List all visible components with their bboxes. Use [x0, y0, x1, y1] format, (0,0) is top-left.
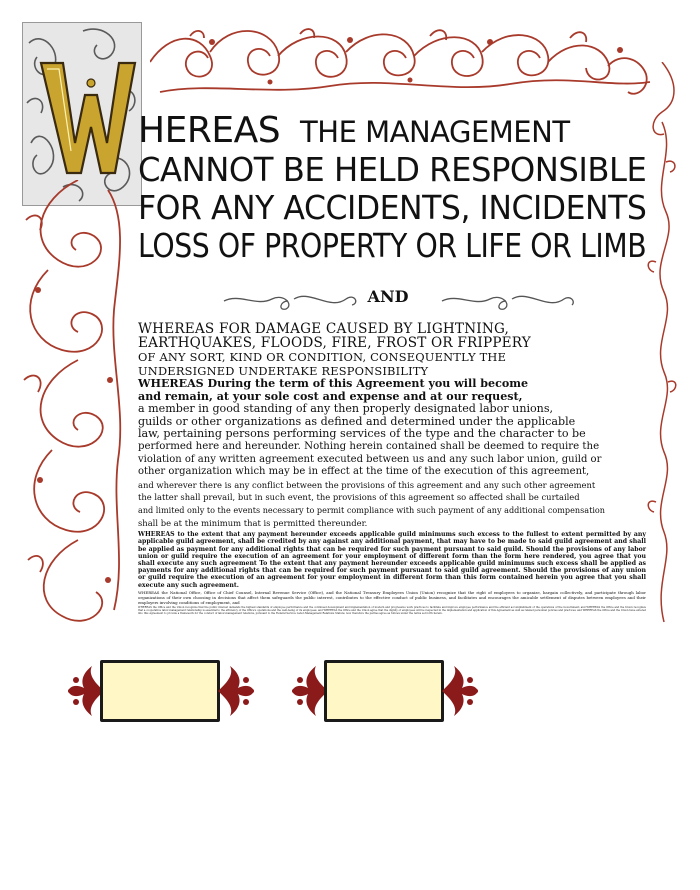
clause-labor-line: WHEREAS During the term of this Agreement you will become [138, 377, 529, 390]
and-label: AND [367, 287, 409, 306]
clause-damage-line: OF ANY SORT, KIND OR CONDITION, CONSEQUENTLY THE [138, 350, 507, 364]
left-ornament-border [18, 180, 133, 635]
agreement-body [138, 322, 646, 615]
clause-labor-line: performed here and hereunder. Nothing herein contained shall be deemed to require the [138, 440, 600, 452]
headline-line-1 [138, 112, 648, 151]
clause-guild-minimums: WHEREAS to the extent that any payment hereunder exceeds applicable guild minimums such excess to the fullest to extent permitted by any applicable guild agreement, shall be credited by any against any additional payment, that may have to be made to said guild agreement and shall be applied as payment for any additional rights that can be required for such payment pursuant to said guild. Should the provisions of any labor union or guild require the execution of an agreement for your employment of different form than the form here rendered, you agree that you shall execute any such agreement To the extent that any payment hereunder exceeds applicable guild minimums such excess shall be applied as payments for any additional rights that can be required for such payment pursuant to said guild agreement. Should the provisions of any union or guild require the execution of an agreement for your employment in different form than this form contained herein you agree that you shall execute any such agreement. [138, 531, 646, 589]
clause-damage [138, 322, 646, 378]
clause-damage-line: UNDERSIGNED UNDERTAKE RESPONSIBILITY [138, 364, 429, 378]
signature-field-1[interactable] [100, 660, 220, 722]
signature-field-2[interactable] [324, 660, 444, 722]
clause-damage-line: EARTHQUAKES, FLOODS, FIRE, FROST OR FRIPPERY [138, 335, 531, 351]
clause-labor-line: shall be at the minimum that is permitted thereunder. [138, 517, 368, 528]
and-divider [220, 287, 580, 313]
right-ornament-border [642, 62, 682, 632]
headline-line-2: CANNOT BE HELD RESPONSIBLE [138, 150, 647, 189]
clause-labor-line: law, pertaining persons performing services of the type and the character to be [138, 427, 586, 441]
left-scroll-ornament-icon [290, 660, 328, 722]
clause-labor-unions [138, 378, 646, 529]
clause-labor-line: and limited only to the events necessary to permit compliance with such payment of any additional compensation [138, 504, 605, 515]
clause-damage-line: WHEREAS FOR DAMAGE CAUSED BY LIGHTNING, [138, 321, 510, 337]
clause-labor-line: the latter shall prevail, but in such event, the provisions of this agreement so affected shall be curtailed [138, 492, 580, 503]
signature-block-1 [66, 660, 256, 728]
clause-labor-line: other organization which may be in effect at the time of the execution of this agreement, [138, 466, 590, 478]
top-ornament-border [150, 22, 650, 100]
illuminated-initial [22, 22, 142, 206]
clause-labor-line: and wherever there is any conflict between the provisions of this agreement and any such other agreement [138, 479, 596, 490]
headline-line-3: FOR ANY ACCIDENTS, INCIDENTS [138, 188, 647, 227]
headline-line-4: LOSS OF PROPERTY OR LIFE OR LIMB [138, 226, 647, 265]
headline [138, 112, 648, 265]
headline-hereas: HEREAS [138, 110, 281, 151]
clause-labor-line: guilds or other organizations as defined and determined under the applicable [138, 414, 576, 428]
right-scroll-ornament-icon [218, 660, 256, 722]
clause-labor-line: a member in good standing of any then properly designated labor unions, [138, 402, 554, 416]
initial-w-icon [23, 23, 141, 205]
left-scroll-ornament-icon [66, 660, 104, 722]
signature-block-2 [290, 660, 480, 728]
clause-labor-line: violation of any written agreement executed between us and any such labor union, guild or [138, 453, 602, 465]
right-scroll-ornament-icon [442, 660, 480, 722]
clause-national-office: WHEREAS the National Office, Office of Chief Counsel, Internal Revenue Service (Office), and the National Treasury Employees Union (Union) recognize that the right of employees to organize, bargain collectively, and participate through labor organizations of their own choosing in decisions that affect them safeguards the public interest, contributes to the effective conduct of public business, and facilitates and encourages the amicable settlement of disputes between employees and their employers involving conditions of employment, and [138, 589, 646, 605]
clause-labor-line: and remain, at your sole cost and expense and at our request, [138, 389, 523, 403]
clause-public-interest: WHEREAS the Office and the Union recognize that the public interest demands the highest standards of employee performance and the continued development and implementation of modern and progressive work practices to facilitate and improve employee performance and the efficient accomplishment of the operations of the Government; and WHEREAS the Office and the Union recognize that a cooperative labor-management relationship is essential to the efficiency of the Office's operations and the well-being of its employees; and WHEREAS the Office and the Union agree that the dignity of employees will be respected in the implementation and application of this Agreement as well as related personnel policies and practices; and WHEREAS the Office and the Union have entered into this Agreement to provide a framework for the conduct of labor-management relations, pursuant to the Federal Service Labor-Management Relations Statute; now therefore the parties agree as follows under the terms set forth herein. [138, 605, 646, 616]
headline-management: THE MANAGEMENT [300, 115, 570, 149]
